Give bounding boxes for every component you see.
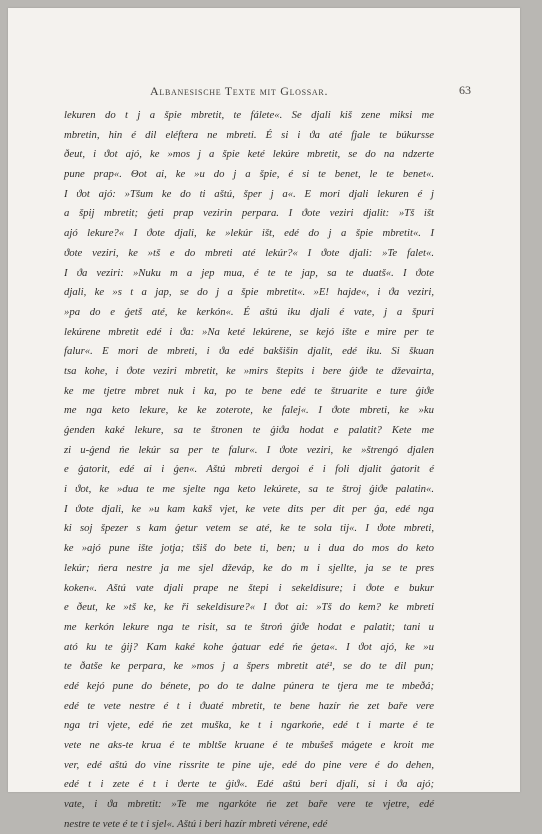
page-header xyxy=(74,83,471,100)
text-line: e ðeut, ke »tš ke, ke ři sekeldisure?« I ϑot ai: »Tš do kem? ke mbreti xyxy=(64,601,434,614)
text-line: vate, i ϑa mbretit: »Te me ngarkóte ńe zet baře vere te vjetre, edé xyxy=(64,798,434,811)
body-text xyxy=(64,106,434,834)
text-line: ke me tjetre mbret nuk i ka, po te bene edé te štruarite e ture ǵiϑe xyxy=(64,384,434,397)
text-line: nestre te vete é te t i sjel«. Aštú i beri hazír mbreti vérene, edé xyxy=(64,817,328,830)
text-line: djali, ke »s t a jap, se do j a špie mbretit«. »E! hajde«, i ϑa veziri, xyxy=(64,286,434,299)
text-line: edé te vete nestre é t i ϑuaté mbretit, te bene hazír ńe zet baře vere xyxy=(64,699,434,712)
document-page xyxy=(8,8,520,830)
running-title: Albanesische Texte mit Glossar. xyxy=(150,84,329,98)
text-line: a špij mbretit; ǵeti prap vezirin perpara. I ϑote veziri djalit: »Tš išt xyxy=(64,207,434,220)
text-line: pune prap«. Θot ai, ke »u do j a špie, é si te benet, le te benet«. xyxy=(64,168,434,181)
text-line: »pa do e ǵetš até, ke kerkón«. É aštú iku djali é vate, j a špuri xyxy=(64,305,434,318)
text-line: ke »ajó pune ište jotja; tšiš do bete ti, ben; u i dua do mos do keto xyxy=(64,542,434,555)
text-line: vete ne aks-te krua é te mbltše kruane é te mbušeš mágete e kroit me xyxy=(64,739,434,751)
text-line: ðeut, i ϑot ajó, ke »mos j a špie keté lekúre mbretit, se do na ndzerte xyxy=(64,148,434,161)
text-line: ki soj špezer s kam ǵetur vetem se até, ke te sola tij«. I ϑote mbreti, xyxy=(64,522,434,535)
text-line: me kerkón lekure nga te risit, sa te štroń ǵiϑe hodat e palatit; tani u xyxy=(64,620,434,633)
text-line: I ϑote djali, ke »u kam kakš vjet, ke vete dits per dit per ǵa, edé nga xyxy=(64,502,434,515)
text-line: tsa kohe, i ϑote veziri mbretit, ke »mirs štepits i bere ǵiϑe te dževairta, xyxy=(64,364,434,377)
text-line: nga tri vjete, edé ńe zet muška, ke t i ngarkońe, edé t i marte é te xyxy=(64,719,434,732)
text-line: me nga keto lekure, ke ke zoterote, ke falej«. I ϑote mbreti, ke »ku xyxy=(64,404,434,417)
text-line: zi u-ǵend ńe lekúr sa per te falur«. I ϑote veziri, ke »štrengó djalen xyxy=(64,443,434,456)
text-line: e ǵatorit, edé ai i ǵen«. Aštú mbreti dergoi é i foli djalit ǵatorit é xyxy=(64,463,434,476)
text-line: edé t i zete é t i ϑerte te ǵiϑ«. Edé aštú beri djali, si i ϑa ajó; xyxy=(64,778,434,791)
text-line: mbretin, hin é dil eléftera ne mbreti. É si i ϑa até fjale te búkursse xyxy=(64,128,434,141)
text-line: ver, edé aštú do vine rissrite te pine uje, edé do pine vere é do dehen, xyxy=(64,758,434,771)
text-line: ajó lekure?« I ϑote djali, ke »lekúr išt, edé do j a špie mbretit«. I xyxy=(64,227,434,240)
text-line: lekúrene mbretit edé i ϑa: »Na keté lekúrene, se kejó ište e mire per te xyxy=(64,325,434,338)
text-line: ǵenden kaké lekure, sa te štronen te ǵiϑa hodat e palatit? Kete me xyxy=(64,424,434,436)
text-line: lekuren do t j a špie mbretit, te fálete«. Se djali kiš zene miksi me xyxy=(64,109,434,121)
text-line: ató ku te ǵij? Kam kaké kohe ǵatuar edé ńe ǵeta«. I ϑot ajó, ke »u xyxy=(64,640,434,653)
page-number: 63 xyxy=(459,83,471,97)
text-line: I ϑot ajó: »Tšum ke do ti aštú, šper j a«. E mori djali lekuren é j xyxy=(64,187,434,200)
text-line: ϑote veziri, ke »tš e do mbreti até lekúr?« I ϑote djali: »Te falet«. xyxy=(64,246,434,259)
text-line: lekúr; ńera nestre ja me sjel dževáp, ke do m i sjellte, ja se te pres xyxy=(64,561,434,574)
text-line: I ϑa veziri: »Nuku m a jep mua, é te te jap, sa te duatš«. I ϑote xyxy=(64,266,434,279)
text-line: koken«. Aštú vate djali prape ne štepi i sekeldisure; i ϑote e bukur xyxy=(64,581,434,594)
text-line: falur«. E mori de mbreti, i ϑa edé bakšišin djalit, edé iku. Si škuan xyxy=(64,345,434,358)
text-line: i ϑot, ke »dua te me sjelte nga keto lekúrete, sa te štroj ǵiϑe palatin«. xyxy=(64,483,434,496)
text-line: te ðatše ke perpara, ke »mos j a špers mbretit até¹, se do te dil pun; xyxy=(64,660,434,673)
text-line: edé kejó pune do bénete, po do te dalne púnera te tjera me te mbeðá; xyxy=(64,679,434,692)
